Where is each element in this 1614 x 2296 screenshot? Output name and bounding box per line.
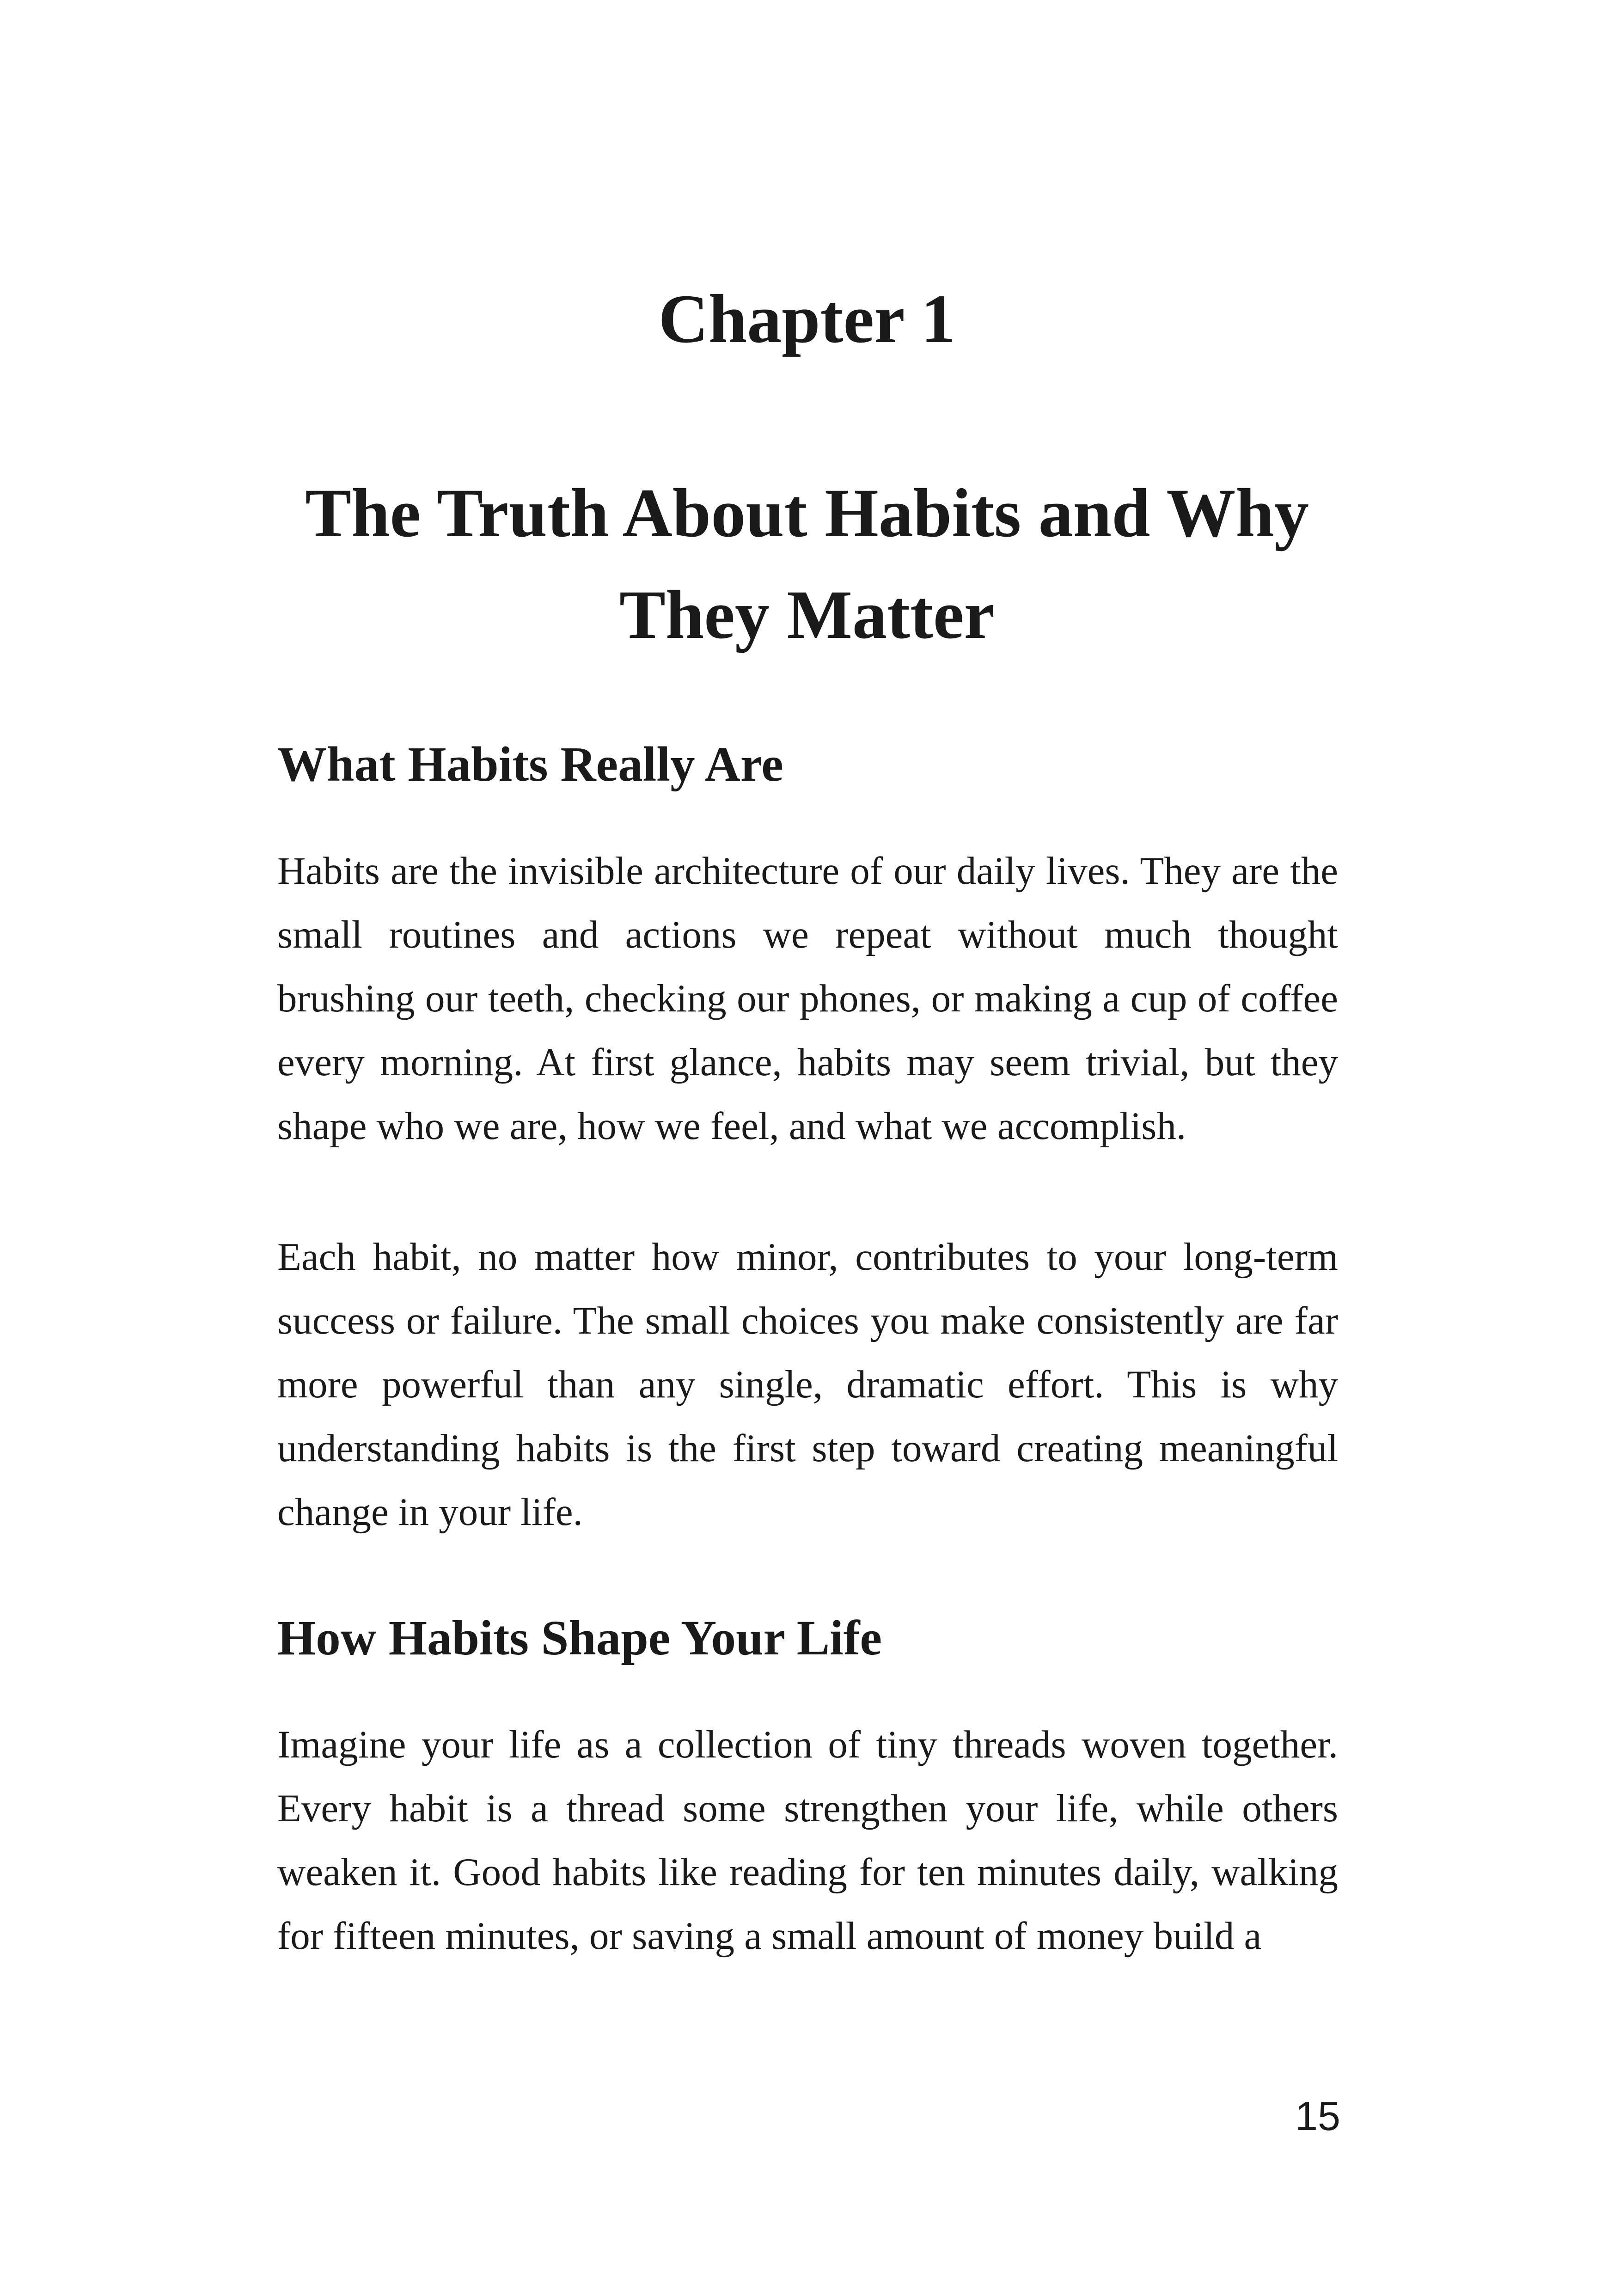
page-number: 15 <box>1295 2093 1340 2139</box>
body-paragraph: Imagine your life as a collection of tiny threads woven together. Every habit is a thread some strengthen your life, while others weaken it. Good habits like reading for ten minutes daily, walking for fifteen minutes, or saving a small amount of money build a <box>277 1723 1338 1958</box>
section-heading-how-habits-shape-your-life: How Habits Shape Your Life <box>277 1611 882 1665</box>
body-paragraph: Each habit, no matter how minor, contributes to your long-term success or failure. The small choices you make consistently are far more powerful than any single, dramatic effort. This is why understanding habits is the first step toward creating meaningful change in your life. <box>277 1235 1338 1534</box>
section-heading-what-habits-really-are: What Habits Really Are <box>277 737 783 792</box>
body-paragraph: Habits are the invisible architecture of our daily lives. They are the small routines and actions we repeat without much thought brushing our teeth, checking our phones, or making a cup of coffee every morning. At first glance, habits may seem trivial, but they shape who we are, how we feel, and what we accomplish. <box>277 849 1338 1148</box>
chapter-number: Chapter 1 <box>658 281 956 357</box>
chapter-title: The Truth About Habits and Why They Matter <box>305 475 1309 653</box>
